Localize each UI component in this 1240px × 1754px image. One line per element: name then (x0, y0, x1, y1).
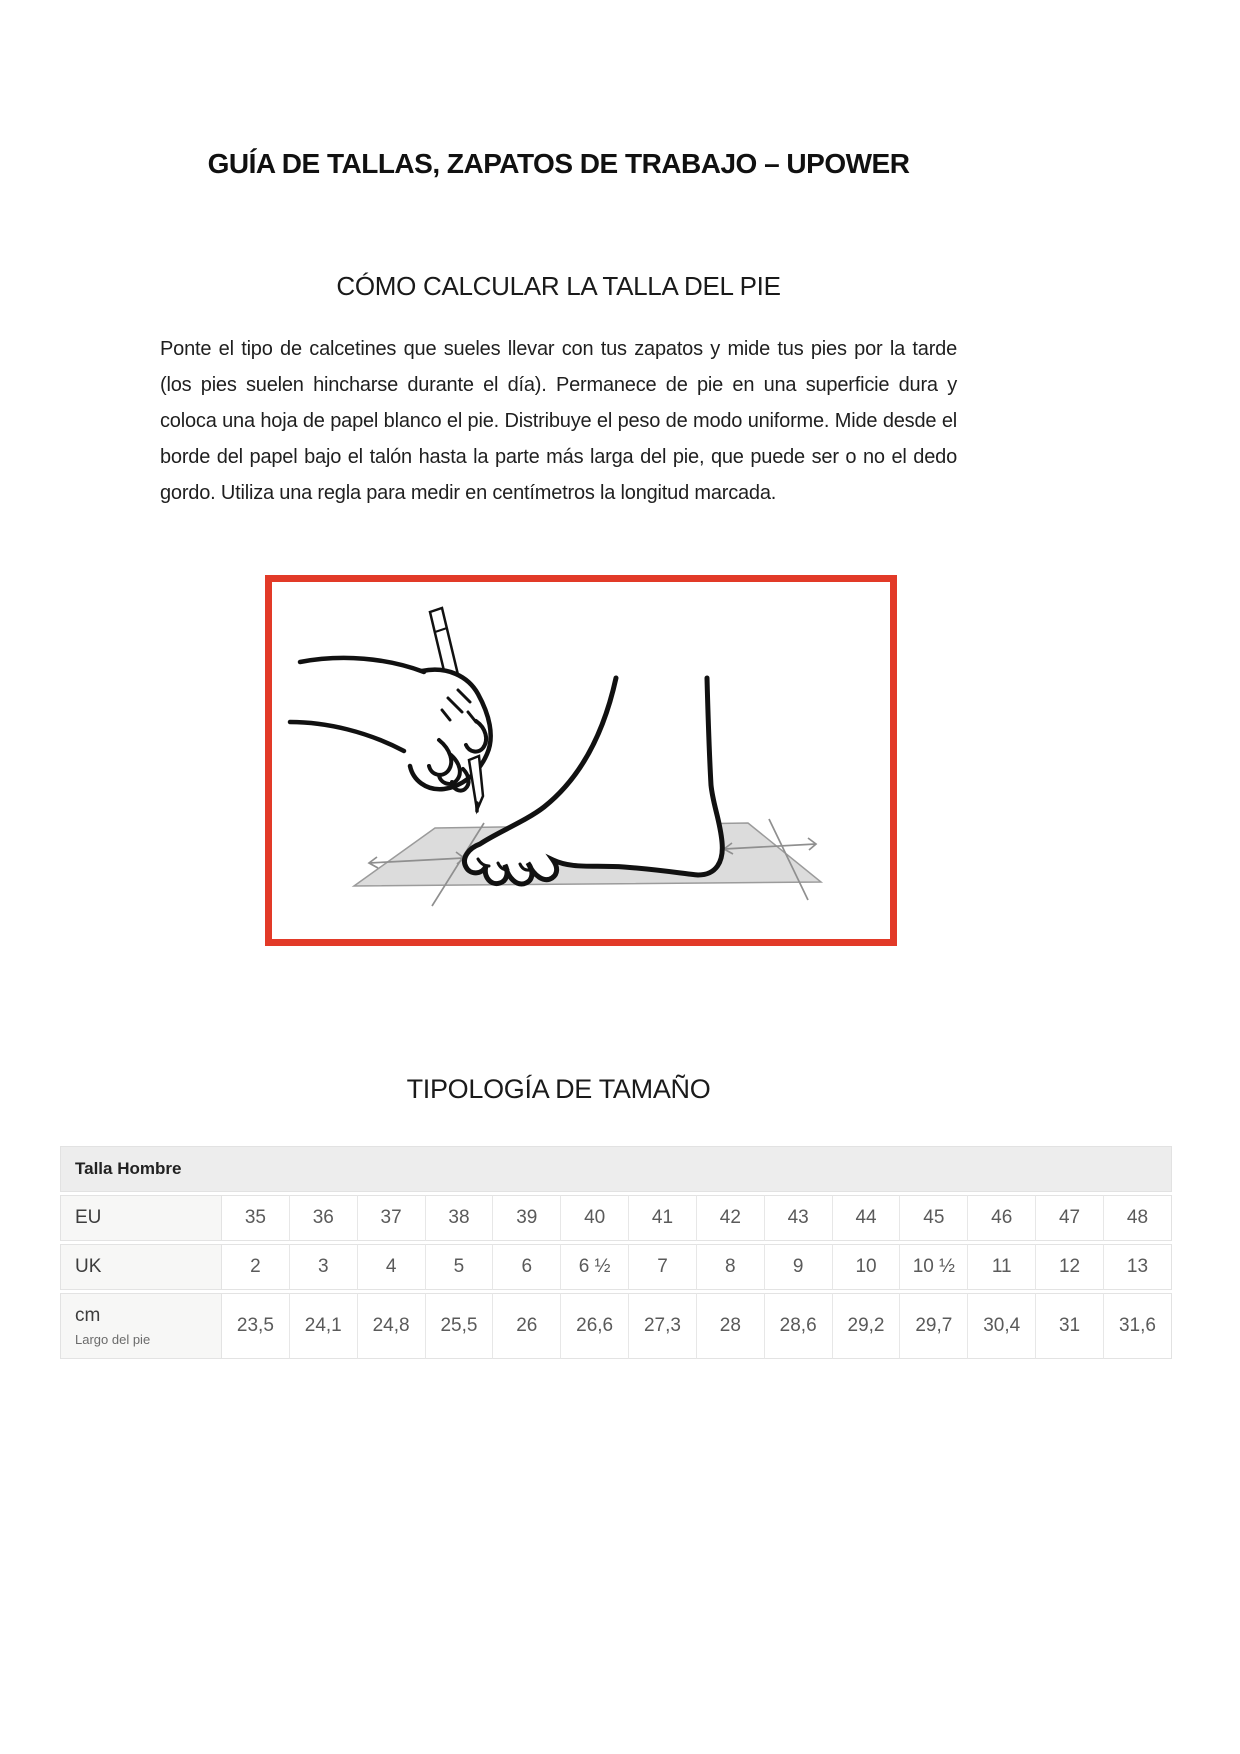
cm-value: 26 (493, 1293, 561, 1359)
eu-value: 35 (222, 1195, 290, 1241)
size-table-header: Talla Hombre (60, 1146, 1172, 1192)
uk-value: 11 (968, 1244, 1036, 1290)
eu-value: 43 (765, 1195, 833, 1241)
forearm-bottom (290, 722, 404, 751)
row-label-eu: EU (60, 1195, 222, 1241)
document-body (160, 0, 957, 1107)
uk-value: 8 (697, 1244, 765, 1290)
size-table-header-row (60, 1146, 1172, 1192)
cm-value: 31,6 (1104, 1293, 1172, 1359)
forearm-top (300, 658, 424, 672)
uk-value: 5 (426, 1244, 494, 1290)
cm-value: 24,8 (358, 1293, 426, 1359)
uk-value: 6 (493, 1244, 561, 1290)
row-sublabel-largo-del-pie: Largo del pie (75, 1331, 151, 1347)
cm-value: 27,3 (629, 1293, 697, 1359)
cm-value: 30,4 (968, 1293, 1036, 1359)
uk-value: 3 (290, 1244, 358, 1290)
hand-with-pencil-drawing (290, 608, 491, 811)
eu-value: 44 (833, 1195, 901, 1241)
row-label-cm: cm Largo del pie (60, 1293, 222, 1359)
table-row-cm (60, 1293, 1172, 1359)
eu-value: 38 (426, 1195, 494, 1241)
uk-value: 9 (765, 1244, 833, 1290)
foot-drawing (464, 678, 722, 884)
cm-value: 25,5 (426, 1293, 494, 1359)
cm-value: 28,6 (765, 1293, 833, 1359)
eu-value: 47 (1036, 1195, 1104, 1241)
uk-value: 4 (358, 1244, 426, 1290)
eu-value: 48 (1104, 1195, 1172, 1241)
uk-value: 12 (1036, 1244, 1104, 1290)
intro-paragraph: Ponte el tipo de calcetines que sueles llevar con tus zapatos y mide tus pies por la tarde (los pies suelen hincharse durante el día). Permanece de pie en una superficie dura y coloca una hoja de papel blanco el pie. Distribuye el peso de modo uniforme. Mide desde el borde del papel bajo el talón hasta la parte más larga del pie, que puede ser o no el dedo gordo. Utiliza una regla para medir en centímetros la longitud marcada. (160, 337, 957, 504)
cm-value: 24,1 (290, 1293, 358, 1359)
eu-value: 39 (493, 1195, 561, 1241)
cm-value: 29,2 (833, 1293, 901, 1359)
table-row-eu (60, 1195, 1172, 1241)
foot-measurement-figure (265, 575, 897, 946)
page-title: GUÍA DE TALLAS, ZAPATOS DE TRABAJO – UPOWER (207, 148, 910, 179)
cm-value: 28 (697, 1293, 765, 1359)
eu-value: 42 (697, 1195, 765, 1241)
table-row-uk (60, 1244, 1172, 1290)
uk-value: 10 ½ (900, 1244, 968, 1290)
cm-value: 26,6 (561, 1293, 629, 1359)
cm-value: 23,5 (222, 1293, 290, 1359)
cm-value: 29,7 (900, 1293, 968, 1359)
eu-value: 40 (561, 1195, 629, 1241)
uk-value: 13 (1104, 1244, 1172, 1290)
eu-value: 46 (968, 1195, 1036, 1241)
eu-value: 41 (629, 1195, 697, 1241)
section-heading-como-calcular: CÓMO CALCULAR LA TALLA DEL PIE (336, 271, 781, 302)
foot-measurement-illustration (272, 582, 890, 939)
eu-value: 36 (290, 1195, 358, 1241)
eu-value: 37 (358, 1195, 426, 1241)
uk-value: 2 (222, 1244, 290, 1290)
uk-value: 7 (629, 1244, 697, 1290)
cm-value: 31 (1036, 1293, 1104, 1359)
size-table (60, 1143, 1172, 1362)
size-table-section (60, 1143, 1172, 1362)
uk-value: 6 ½ (561, 1244, 629, 1290)
row-label-uk: UK (60, 1244, 222, 1290)
uk-value: 10 (833, 1244, 901, 1290)
section-heading-tipologia: TIPOLOGÍA DE TAMAÑO (406, 1073, 711, 1104)
eu-value: 45 (900, 1195, 968, 1241)
